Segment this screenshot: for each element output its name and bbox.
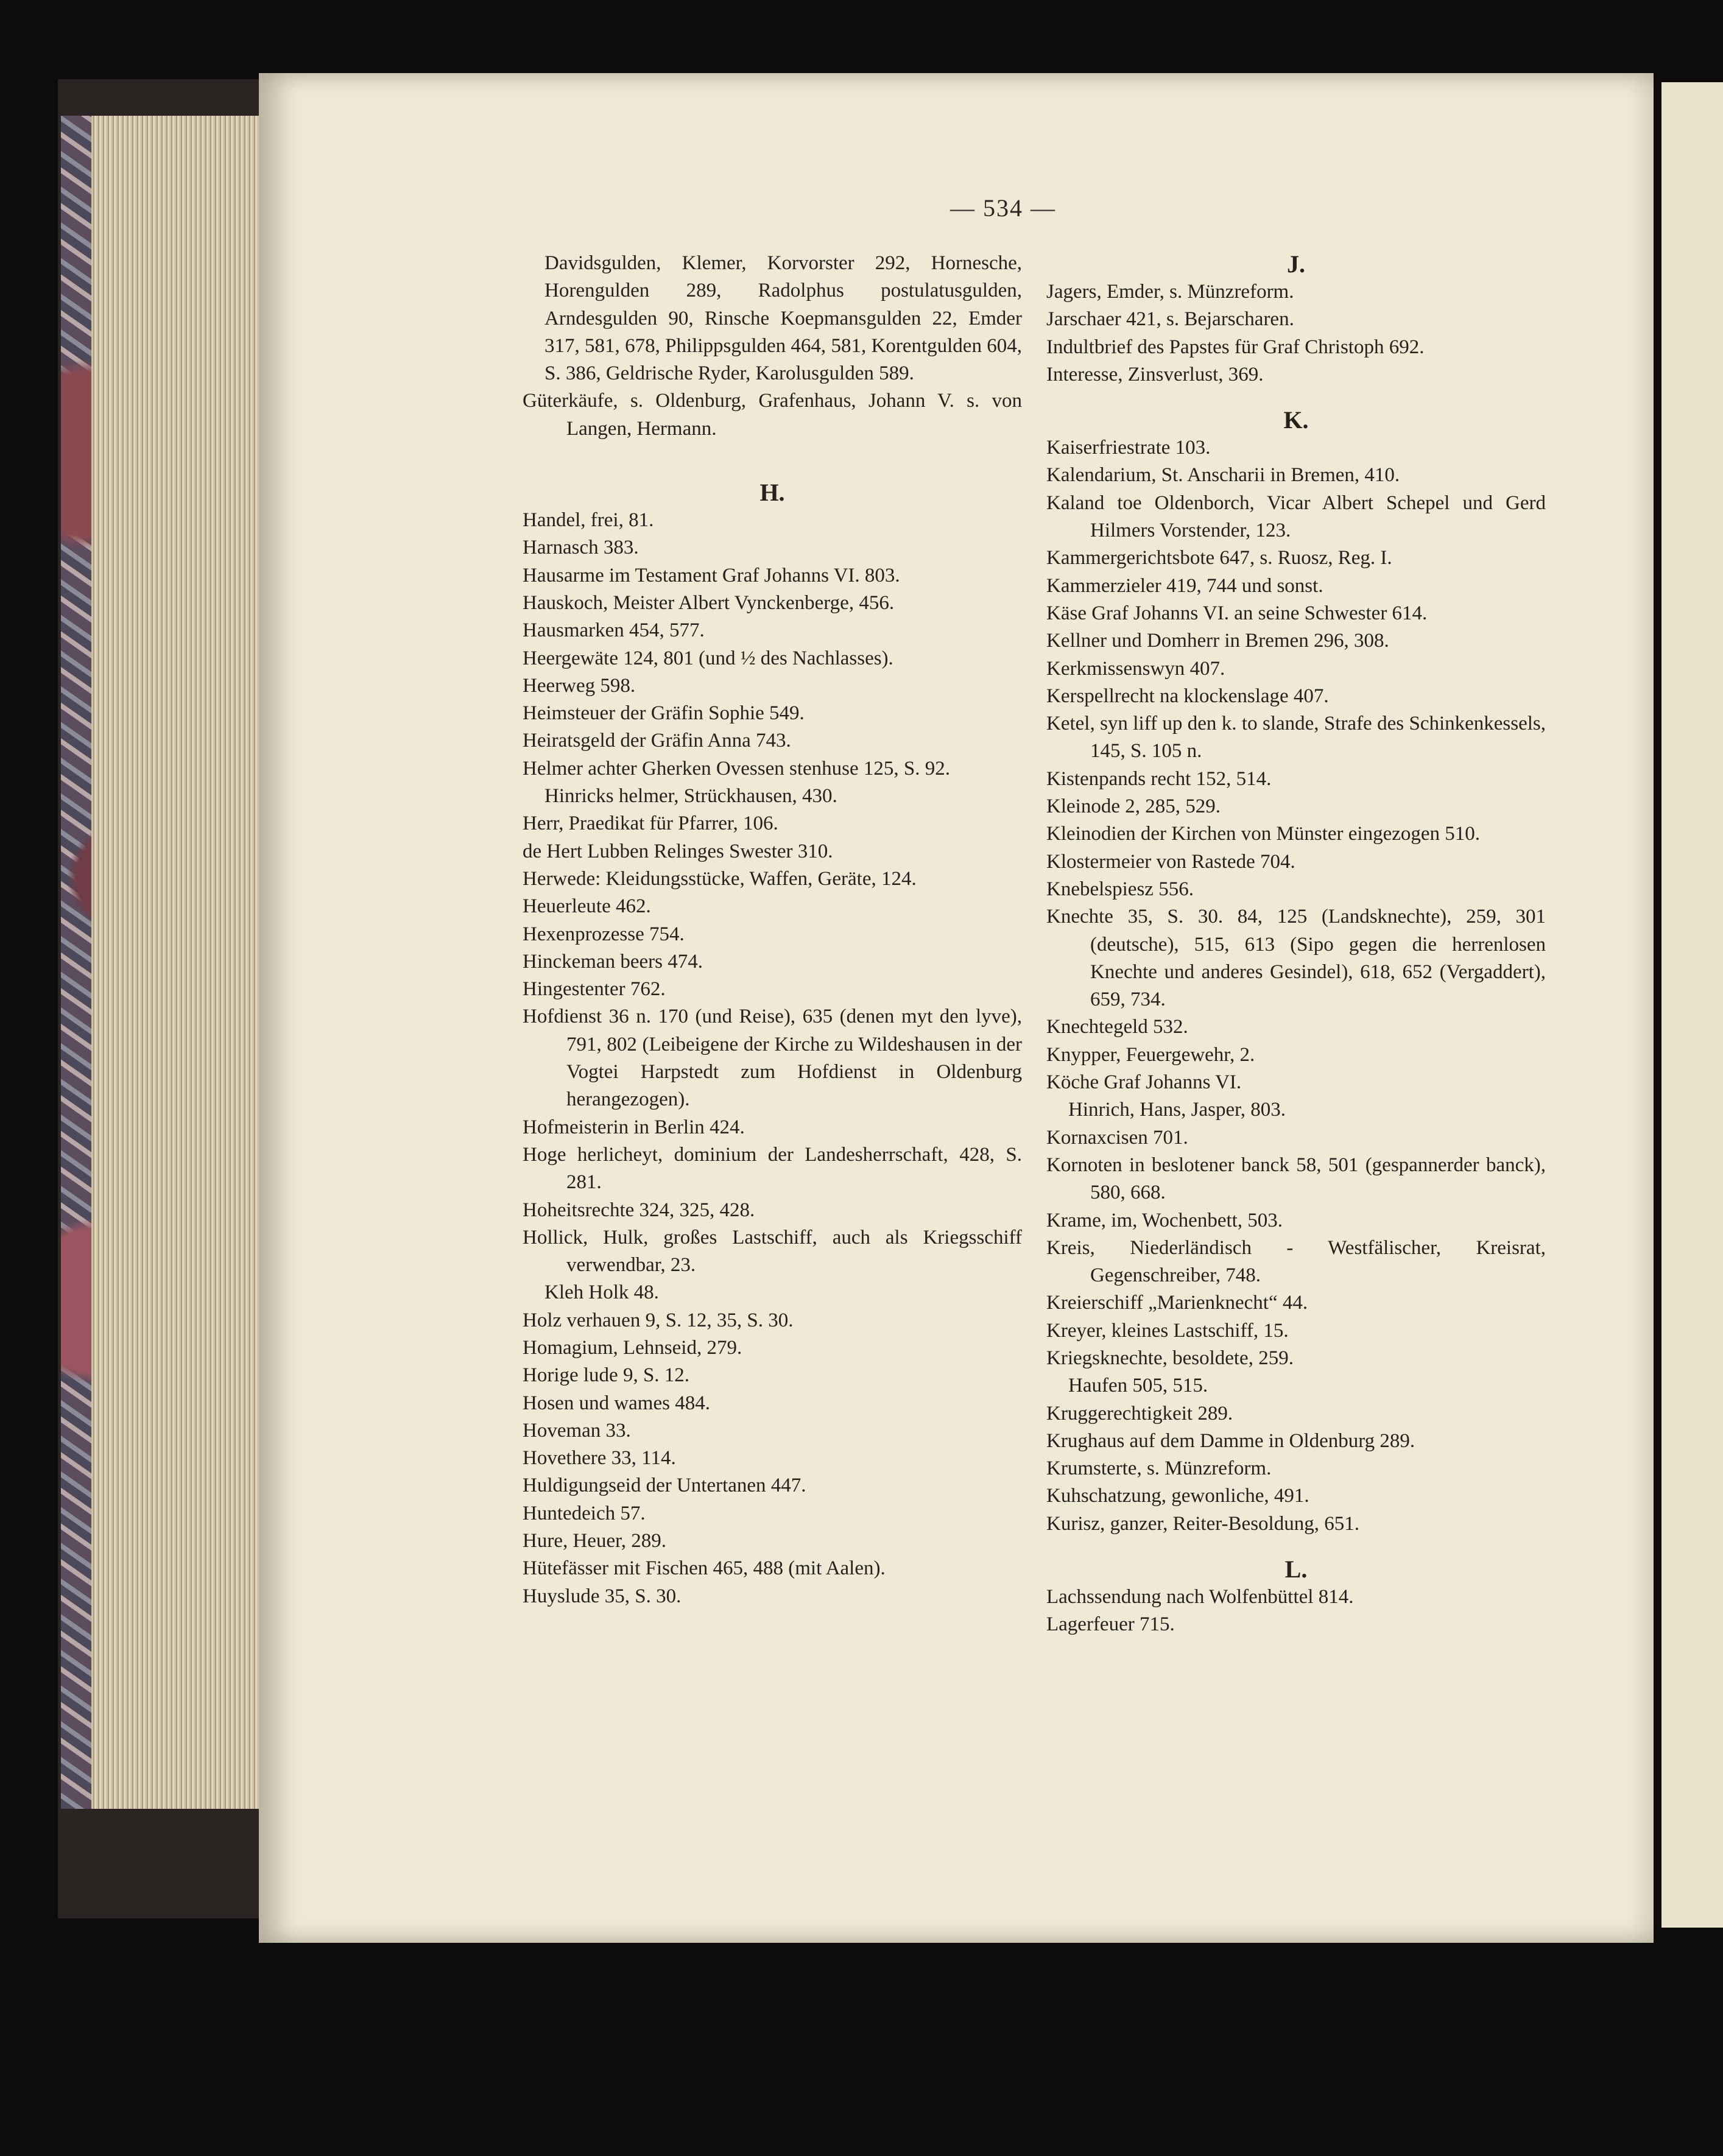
index-entry: Köche Graf Johanns VI. — [1046, 1071, 1242, 1094]
index-entry: Hoge herlicheyt, dominium der Landesherrschaft, 428, S. 281. — [523, 1143, 1022, 1194]
section-letter-l: L. — [1284, 1555, 1308, 1584]
index-entry: Kruggerechtigkeit 289. — [1046, 1402, 1233, 1425]
index-column-right — [1046, 250, 1546, 1639]
index-entry: Güterkäufe, s. Oldenburg, Grafenhaus, Johann V. s. von Langen, Hermann. — [523, 390, 1022, 440]
index-entry: Knebelspiesz 556. — [1046, 878, 1194, 900]
index-entry: Interesse, Zinsverlust, 369. — [1046, 363, 1264, 386]
index-entry: Kaiserfriestrate 103. — [1046, 437, 1211, 459]
index-entry: Hütefässer mit Fischen 465, 488 (mit Aalen). — [523, 1557, 886, 1580]
index-entry: Hinricks helmer, Strückhausen, 430. — [544, 785, 837, 808]
index-entry: Kriegsknechte, besoldete, 259. — [1046, 1347, 1294, 1369]
index-entry: Hinckeman beers 474. — [523, 950, 703, 973]
index-entry: Knypper, Feuergewehr, 2. — [1046, 1043, 1255, 1066]
index-entry: Kleinodien der Kirchen von Münster eingezogen 510. — [1046, 823, 1481, 845]
index-entry: Käse Graf Johanns VI. an seine Schwester 614. — [1046, 602, 1428, 624]
index-entry: Hollick, Hulk, großes Lastschiff, auch als Kriegsschiff verwendbar, 23. — [523, 1226, 1022, 1277]
index-entry: Jagers, Emder, s. Münzreform. — [1046, 281, 1294, 303]
page-edges — [91, 116, 259, 1809]
index-entry: Handel, frei, 81. — [523, 509, 654, 532]
index-entry: Davidsgulden, Klemer, Korvorster 292, Hornesche, Horengulden 289, Radolphus postulatusgulden, Arndesgulden 90, Rinsche Koepmansgulden 22, Emder 317, 581, 678, Philippsgulden 464, 581, Korentgulden 604, S. 386, Geldrische Ryder, Karolusgulden 589. — [544, 252, 1022, 385]
index-entry: Lagerfeuer 715. — [1046, 1613, 1175, 1636]
index-entry: Hure, Heuer, 289. — [523, 1530, 667, 1552]
index-entry: Homagium, Lehnseid, 279. — [523, 1336, 742, 1359]
page-number: — 534 — — [950, 194, 1056, 222]
index-entry: Heuerleute 462. — [523, 895, 651, 918]
index-entry: Kammergerichtsbote 647, s. Ruosz, Reg. I. — [1046, 547, 1392, 569]
index-entry: Herwede: Kleidungsstücke, Waffen, Geräte, 124. — [523, 867, 917, 890]
index-entry: Lachssendung nach Wolfenbüttel 814. — [1046, 1586, 1354, 1608]
index-list-l — [1046, 1584, 1546, 1639]
index-entry: Hofdienst 36 n. 170 (und Reise), 635 (denen myt den lyve), 791, 802 (Leibeigene der Kirche zu Wildeshausen in der Vogtei Harpstedt zum Hofdienst in Oldenburg herangezogen). — [523, 1006, 1022, 1111]
index-entry: Hoveman 33. — [523, 1419, 631, 1442]
index-entry: Kalendarium, St. Anscharii in Bremen, 410. — [1046, 464, 1400, 487]
index-entry: Kellner und Domherr in Bremen 296, 308. — [1046, 630, 1389, 652]
index-entry: Holz verhauen 9, S. 12, 35, S. 30. — [523, 1309, 794, 1331]
index-entry: Huyslude 35, S. 30. — [523, 1585, 682, 1607]
index-entry: Kreis, Niederländisch - Westfälischer, Kreisrat, Gegenschreiber, 748. — [1046, 1236, 1546, 1287]
index-entry: Krame, im, Wochenbett, 503. — [1046, 1209, 1283, 1231]
index-entry: Hosen und wames 484. — [523, 1392, 710, 1414]
index-entry: Indultbrief des Papstes für Graf Christoph 692. — [1046, 336, 1425, 358]
index-entry: Hauskoch, Meister Albert Vynckenberge, 456. — [523, 591, 895, 614]
index-entry: Hausmarken 454, 577. — [523, 619, 705, 642]
index-entry: Klostermeier von Rastede 704. — [1046, 850, 1295, 873]
index-entry: Hexenprozesse 754. — [523, 923, 685, 945]
index-entry: Kurisz, ganzer, Reiter-Besoldung, 651. — [1046, 1512, 1359, 1535]
index-entry: Knechtegeld 532. — [1046, 1016, 1188, 1038]
index-entry: Kreyer, kleines Lastschiff, 15. — [1046, 1319, 1289, 1342]
index-entry: Huldigungseid der Untertanen 447. — [523, 1474, 806, 1497]
index-entry: Kerkmissenswyn 407. — [1046, 657, 1225, 680]
index-entry: Kreierschiff „Marienknecht“ 44. — [1046, 1292, 1308, 1314]
facing-page-edge — [1661, 82, 1723, 1928]
index-entry: Huntedeich 57. — [523, 1502, 646, 1524]
index-entry: Kaland toe Oldenborch, Vicar Albert Schepel und Gerd Hilmers Vorstender, 123. — [1046, 491, 1546, 542]
index-entry: Krumsterte, s. Münzreform. — [1046, 1457, 1272, 1480]
index-entry: Hingestenter 762. — [523, 978, 666, 1001]
index-entry: Heimsteuer der Gräfin Sophie 549. — [523, 702, 805, 725]
index-entry: Helmer achter Gherken Ovessen stenhuse 125, S. 92. — [523, 757, 950, 780]
index-entry: Hofmeisterin in Berlin 424. — [523, 1116, 745, 1138]
index-column-left — [523, 250, 1022, 1610]
index-entry: Kerspellrecht na klockenslage 407. — [1046, 685, 1329, 707]
index-entry: Hoheitsrechte 324, 325, 428. — [523, 1199, 755, 1221]
section-letter-h: H. — [759, 479, 785, 507]
index-entry: Heiratsgeld der Gräfin Anna 743. — [523, 730, 791, 752]
index-list-k — [1046, 434, 1546, 1538]
index-entry: Herr, Praedikat für Pfarrer, 106. — [523, 812, 778, 835]
index-entry: Ketel, syn liff up den k. to slande, Strafe des Schinkenkessels, 145, S. 105 n. — [1046, 713, 1546, 763]
index-list-h — [523, 507, 1022, 1610]
index-entry: de Hert Lubben Relinges Swester 310. — [523, 840, 833, 862]
index-entry: Kornoten in beslotener banck 58, 501 (gespannerder banck), 580, 668. — [1046, 1154, 1546, 1204]
index-entry: Kammerzieler 419, 744 und sonst. — [1046, 574, 1323, 597]
index-entry: Kuhschatzung, gewonliche, 491. — [1046, 1485, 1309, 1507]
section-letter-j: J. — [1287, 250, 1305, 278]
index-entry: Heergewäte 124, 801 (und ½ des Nachlasses). — [523, 647, 893, 669]
index-entry: Kornaxcisen 701. — [1046, 1126, 1188, 1149]
index-entry: Hinrich, Hans, Jasper, 803. — [1068, 1099, 1286, 1121]
index-entry: Harnasch 383. — [523, 537, 639, 559]
index-entry: Heerweg 598. — [523, 674, 636, 697]
index-entry: Kleh Holk 48. — [544, 1281, 659, 1304]
index-entry: Jarschaer 421, s. Bejarscharen. — [1046, 308, 1294, 331]
index-entry: Hovethere 33, 114. — [523, 1447, 676, 1470]
index-entry: Horige lude 9, S. 12. — [523, 1364, 690, 1387]
index-list-j — [1046, 278, 1546, 389]
index-entry: Hausarme im Testament Graf Johanns VI. 803. — [523, 564, 900, 587]
index-entry: Haufen 505, 515. — [1068, 1375, 1208, 1397]
index-entry: Kistenpands recht 152, 514. — [1046, 767, 1272, 790]
index-entry: Krughaus auf dem Damme in Oldenburg 289. — [1046, 1429, 1415, 1452]
index-entry: Kleinode 2, 285, 529. — [1046, 795, 1221, 818]
section-letter-k: K. — [1283, 406, 1309, 434]
index-entry: Knechte 35, S. 30. 84, 125 (Landsknechte), 259, 301 (deutsche), 515, 613 (Sipo gegen die herrenlosen Knechte und anderes Gesindel), 618, 652 (Vergaddert), 659, 734. — [1046, 906, 1546, 1011]
